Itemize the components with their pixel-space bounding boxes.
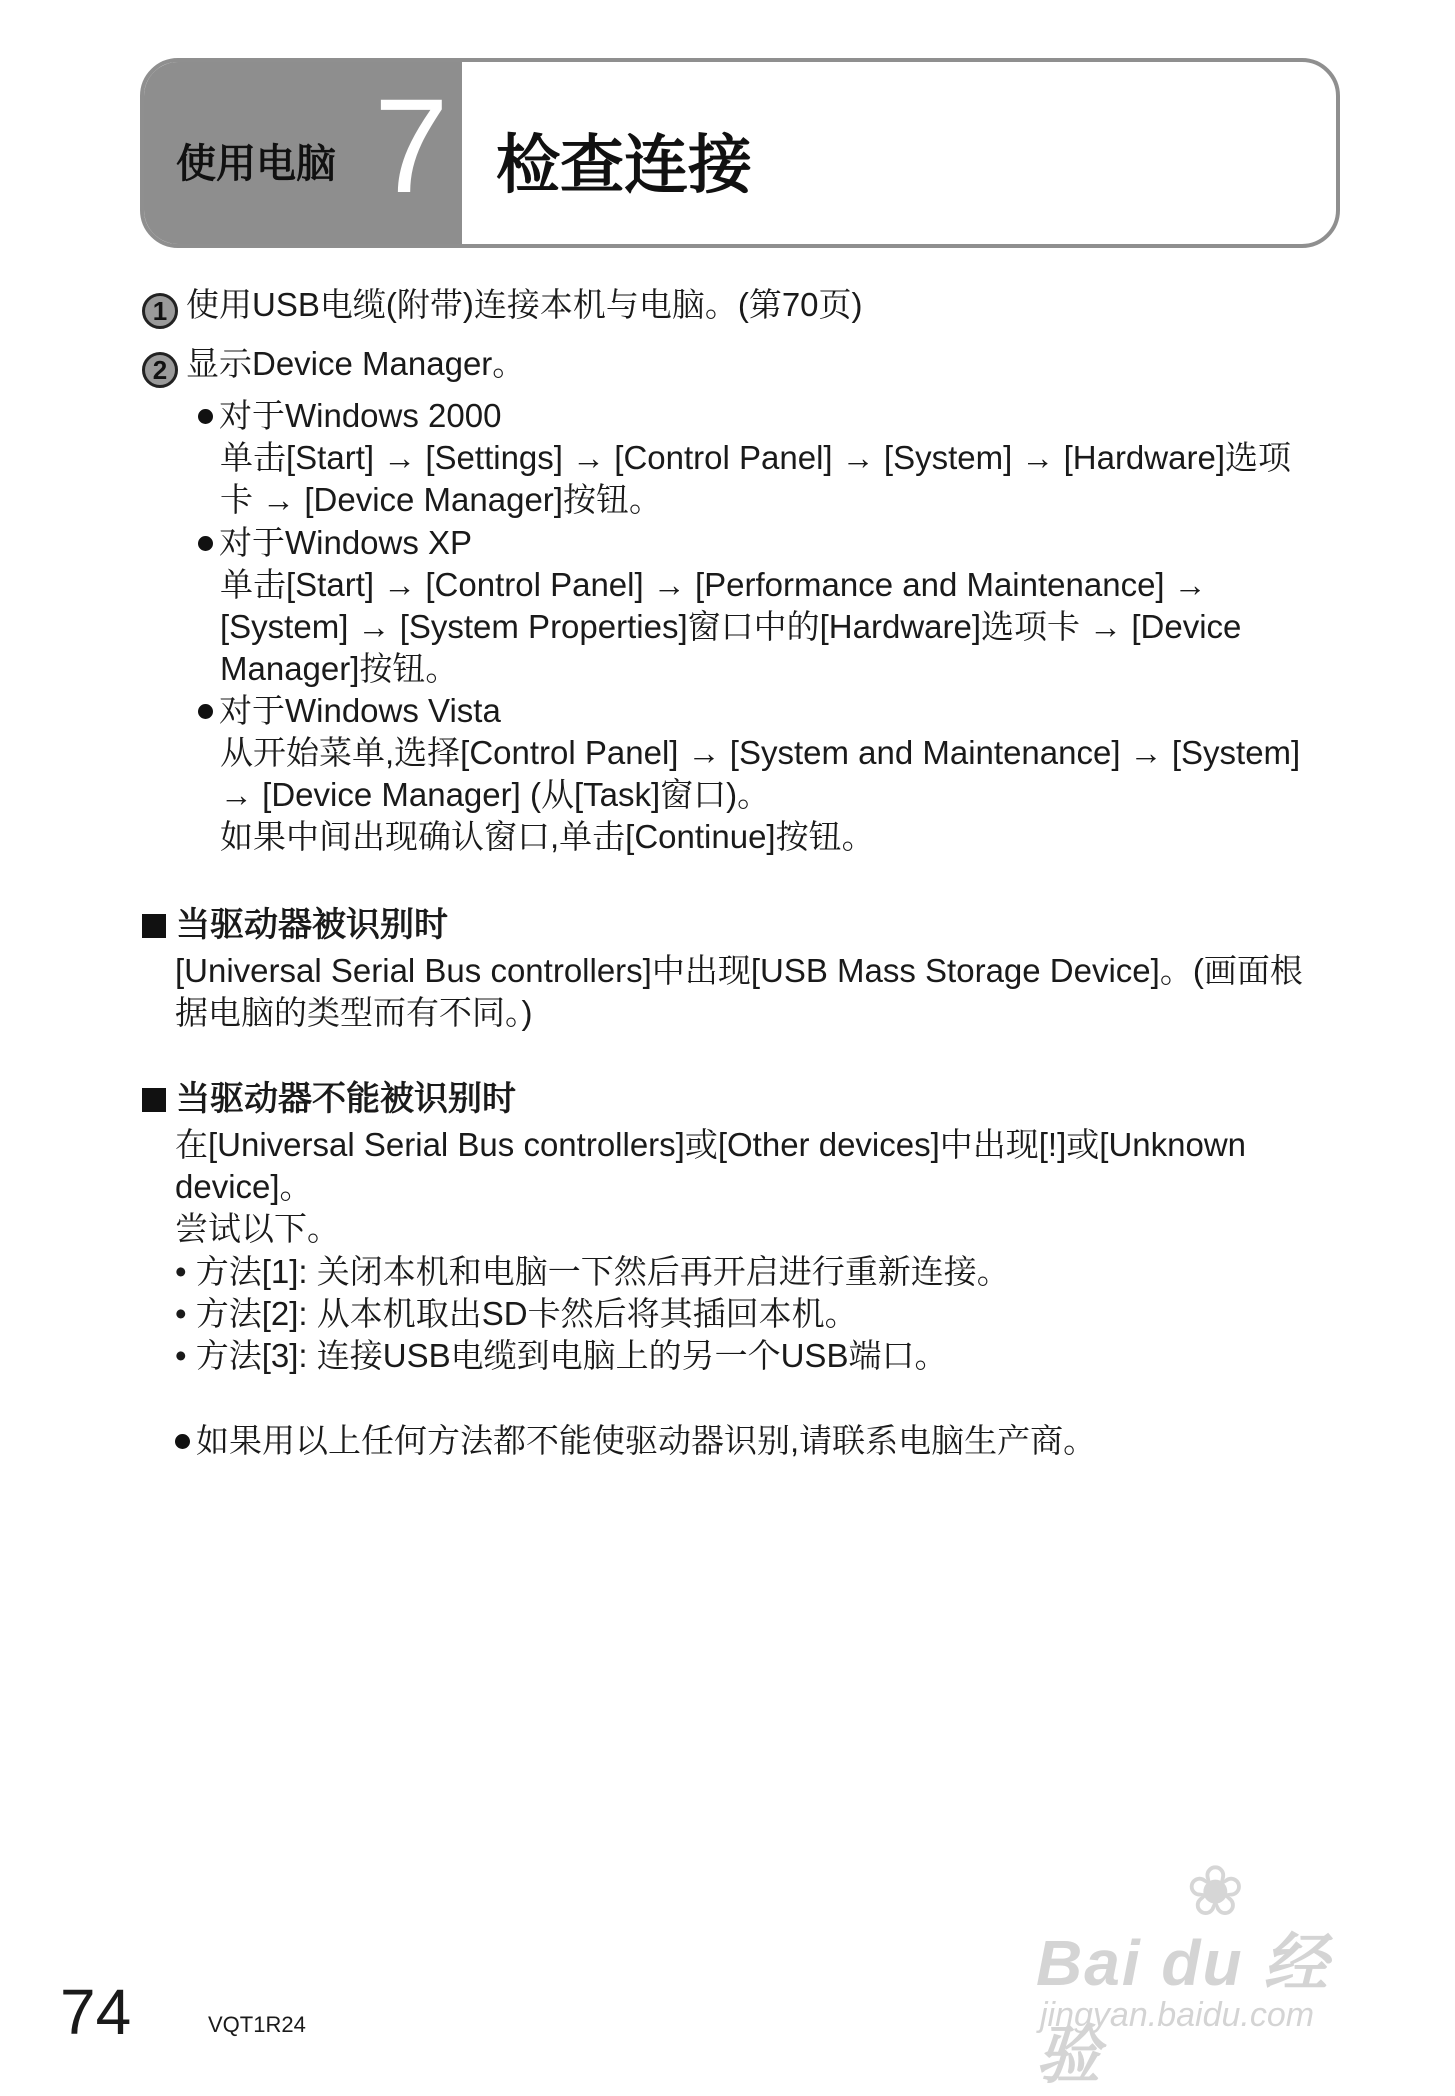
bullet-dot-icon <box>198 409 213 424</box>
step-number-badge: 2 <box>142 352 178 388</box>
not-recognized-line: 在[Universal Serial Bus controllers]或[Other devices]中出现[!]或[Unknown <box>175 1126 1247 1163</box>
paw-icon: ❀ <box>1186 1852 1245 1930</box>
watermark-url: jingyan.baidu.com <box>1040 1996 1315 2034</box>
windows-2000-line: 卡 → [Device Manager]按钮。 <box>220 481 662 518</box>
windows-xp-line: Manager]按钮。 <box>220 650 459 687</box>
method-item: • 方法[2]: 从本机取出SD卡然后将其插回本机。 <box>175 1295 858 1332</box>
recognized-heading: 当驱动器被识别时 <box>142 904 448 946</box>
recognized-line: 据电脑的类型而有不同。) <box>175 994 533 1031</box>
windows-xp-line: [System] → [System Properties]窗口中的[Hardware]选项卡 → [Device <box>220 608 1242 645</box>
method-item: • 方法[3]: 连接USB电缆到电脑上的另一个USB端口。 <box>175 1337 948 1374</box>
windows-xp-line: 单击[Start] → [Control Panel] → [Performance and Maintenance] → <box>220 566 1207 603</box>
windows-2000-line: 单击[Start] → [Settings] → [Control Panel] → [System] → [Hardware]选项 <box>220 439 1291 476</box>
recognized-line: [Universal Serial Bus controllers]中出现[USB Mass Storage Device]。(画面根 <box>175 952 1303 989</box>
method-item: • 方法[1]: 关闭本机和电脑一下然后再开启进行重新连接。 <box>175 1253 1010 1290</box>
bullet-dot-icon <box>198 536 213 551</box>
not-recognized-line: device]。 <box>175 1168 313 1205</box>
chapter-header <box>140 58 1340 248</box>
square-bullet-icon <box>142 1088 166 1112</box>
watermark-brand: Bai du 经验 <box>1036 1927 1330 2091</box>
windows-vista-label: 对于Windows Vista <box>198 690 501 732</box>
windows-vista-line: 从开始菜单,选择[Control Panel] → [System and Maintenance] → [System] <box>220 734 1301 771</box>
not-recognized-line: 尝试以下。 <box>175 1210 340 1247</box>
bullet-dot-icon <box>175 1434 190 1449</box>
contact-note: 如果用以上任何方法都不能使驱动器识别,请联系电脑生产商。 <box>175 1420 1096 1462</box>
step-text: 使用USB电缆(附带)连接本机与电脑。(第70页) <box>186 286 863 323</box>
windows-xp-label: 对于Windows XP <box>198 522 472 564</box>
windows-vista-line: 如果中间出现确认窗口,单击[Continue]按钮。 <box>220 818 875 855</box>
step-1 <box>142 284 863 329</box>
step-2 <box>142 343 525 388</box>
windows-2000-label: 对于Windows 2000 <box>198 395 501 437</box>
step-number-badge: 1 <box>142 293 178 329</box>
model-code: VQT1R24 <box>208 2012 306 2037</box>
step-text: 显示Device Manager。 <box>186 345 526 382</box>
step-number: 7 <box>374 72 449 221</box>
page-number: 74 <box>60 1976 132 2048</box>
page-title: 检查连接 <box>496 129 752 203</box>
not-recognized-heading: 当驱动器不能被识别时 <box>142 1078 516 1120</box>
windows-vista-line: → [Device Manager] (从[Task]窗口)。 <box>220 776 771 813</box>
bullet-dot-icon <box>198 704 213 719</box>
square-bullet-icon <box>142 914 166 938</box>
section-label: 使用电脑 <box>176 141 336 187</box>
watermark <box>1036 1850 1366 2091</box>
